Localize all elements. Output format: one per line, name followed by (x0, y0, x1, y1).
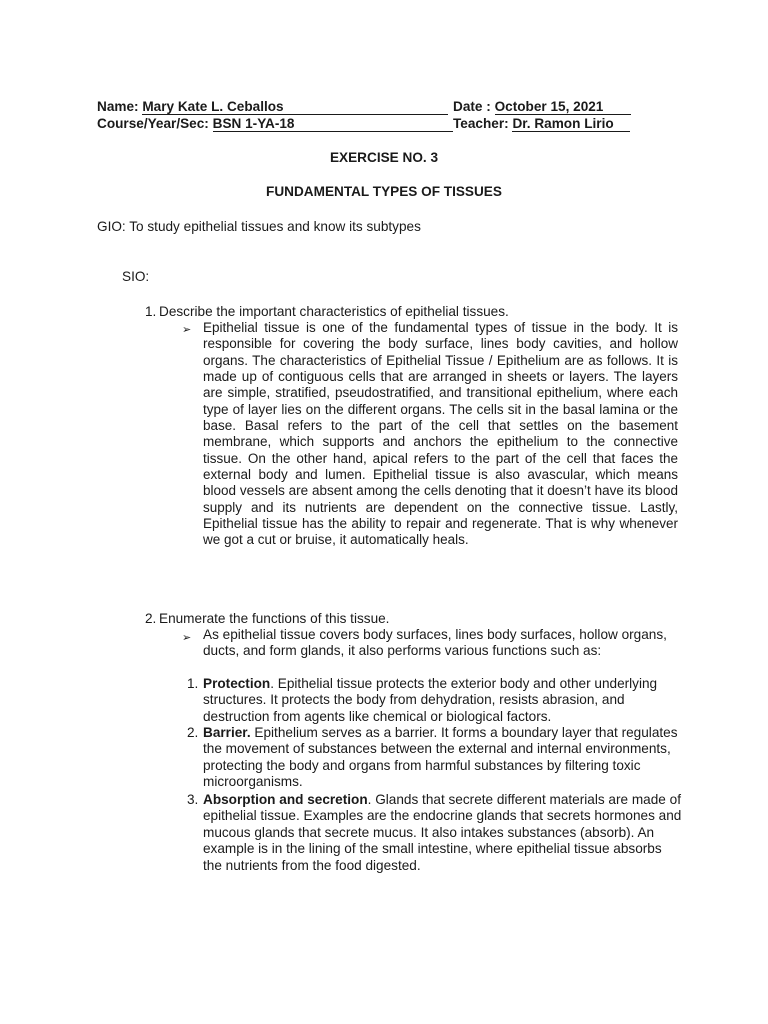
q2-number: 2. (145, 611, 157, 626)
teacher-value: Dr. Ramon Lirio (512, 116, 630, 132)
function-number: 2. (187, 725, 199, 740)
teacher-label: Teacher: (453, 116, 509, 131)
teacher-line (453, 116, 630, 132)
function-text: . Glands that secrete different materials are made of epithelial tissue. Examples are the endocrine glands that secrets hormones and mucous glands that secrete mucus. It also intakes substances (absorb). An example is in the lining of the small intestine, where epithelial tissue absorbs the nutrients from the food digested. (203, 792, 682, 873)
function-item-protection (203, 676, 683, 725)
course-label: Course/Year/Sec: (97, 116, 209, 131)
course-line (97, 116, 453, 132)
function-term: Protection (203, 676, 271, 691)
function-text: . Epithelial tissue protects the exterior body and other underlying structures. It protects the body from dehydration, resists abrasion, and destruction from agents like chemical or biological factors. (203, 676, 658, 724)
q1-question: Describe the important characteristics of epithelial tissues. (159, 304, 509, 319)
arrow-bullet-icon: ➢ (182, 632, 192, 644)
function-number: 3. (187, 792, 199, 807)
course-value: BSN 1-YA-18 (213, 116, 453, 132)
sio-label: SIO: (122, 269, 150, 284)
q1-number: 1. (145, 304, 157, 319)
name-value: Mary Kate L. Ceballos (142, 99, 448, 115)
name-label: Name: (97, 99, 139, 114)
date-value: October 15, 2021 (495, 99, 631, 115)
exercise-title: EXERCISE NO. 3 (329, 150, 439, 165)
function-term: Absorption and secretion (203, 792, 368, 807)
q2-question: Enumerate the functions of this tissue. (159, 611, 390, 626)
name-line (97, 99, 448, 115)
function-number: 1. (187, 676, 199, 691)
arrow-bullet-icon: ➢ (182, 324, 192, 336)
date-label: Date : (453, 99, 491, 114)
q1-answer: Epithelial tissue is one of the fundamental types of tissue in the body. It is responsible for covering the body surface, lines body cavities, and hollow organs. The characteristics of Epithelial Tissue / Epithelium are as follows. It is made up of contiguous cells that are arranged in sheets or layers. The layers are simple, stratified, pseudostratified, and transitional epithelium, where each type of layer lies on the different organs. The cells sit in the basal lamina or the base. Basal refers to the part of the cell that settles on the basement membrane, which supports and anchors the epithelium to the connective tissue. On the other hand, apical refers to the part of the cell that faces the external body and lumen. Epithelial tissue is also avascular, which means blood vessels are absent among the cells denoting that it doesn’t have its blood supply and its nutrients are dependent on the connective tissue. Lastly, Epithelial tissue has the ability to repair and regenerate. That is why whenever we got a cut or bruise, it automatically heals. (203, 320, 678, 548)
function-term: Barrier. (203, 725, 251, 740)
gio-text: GIO: To study epithelial tissues and know its subtypes (97, 219, 421, 234)
topic-title: FUNDAMENTAL TYPES OF TISSUES (266, 184, 502, 199)
date-line (453, 99, 631, 115)
function-item-barrier (203, 725, 683, 791)
function-item-absorption (203, 792, 683, 874)
q2-intro: As epithelial tissue covers body surfaces, lines body surfaces, hollow organs, ducts, and form glands, it also performs various functions such as: (203, 627, 667, 659)
function-text: Epithelium serves as a barrier. It forms a boundary layer that regulates the movement of substances between the external and internal environments, protecting the body and organs from harmful substances by filtering toxic microorganisms. (203, 725, 678, 790)
